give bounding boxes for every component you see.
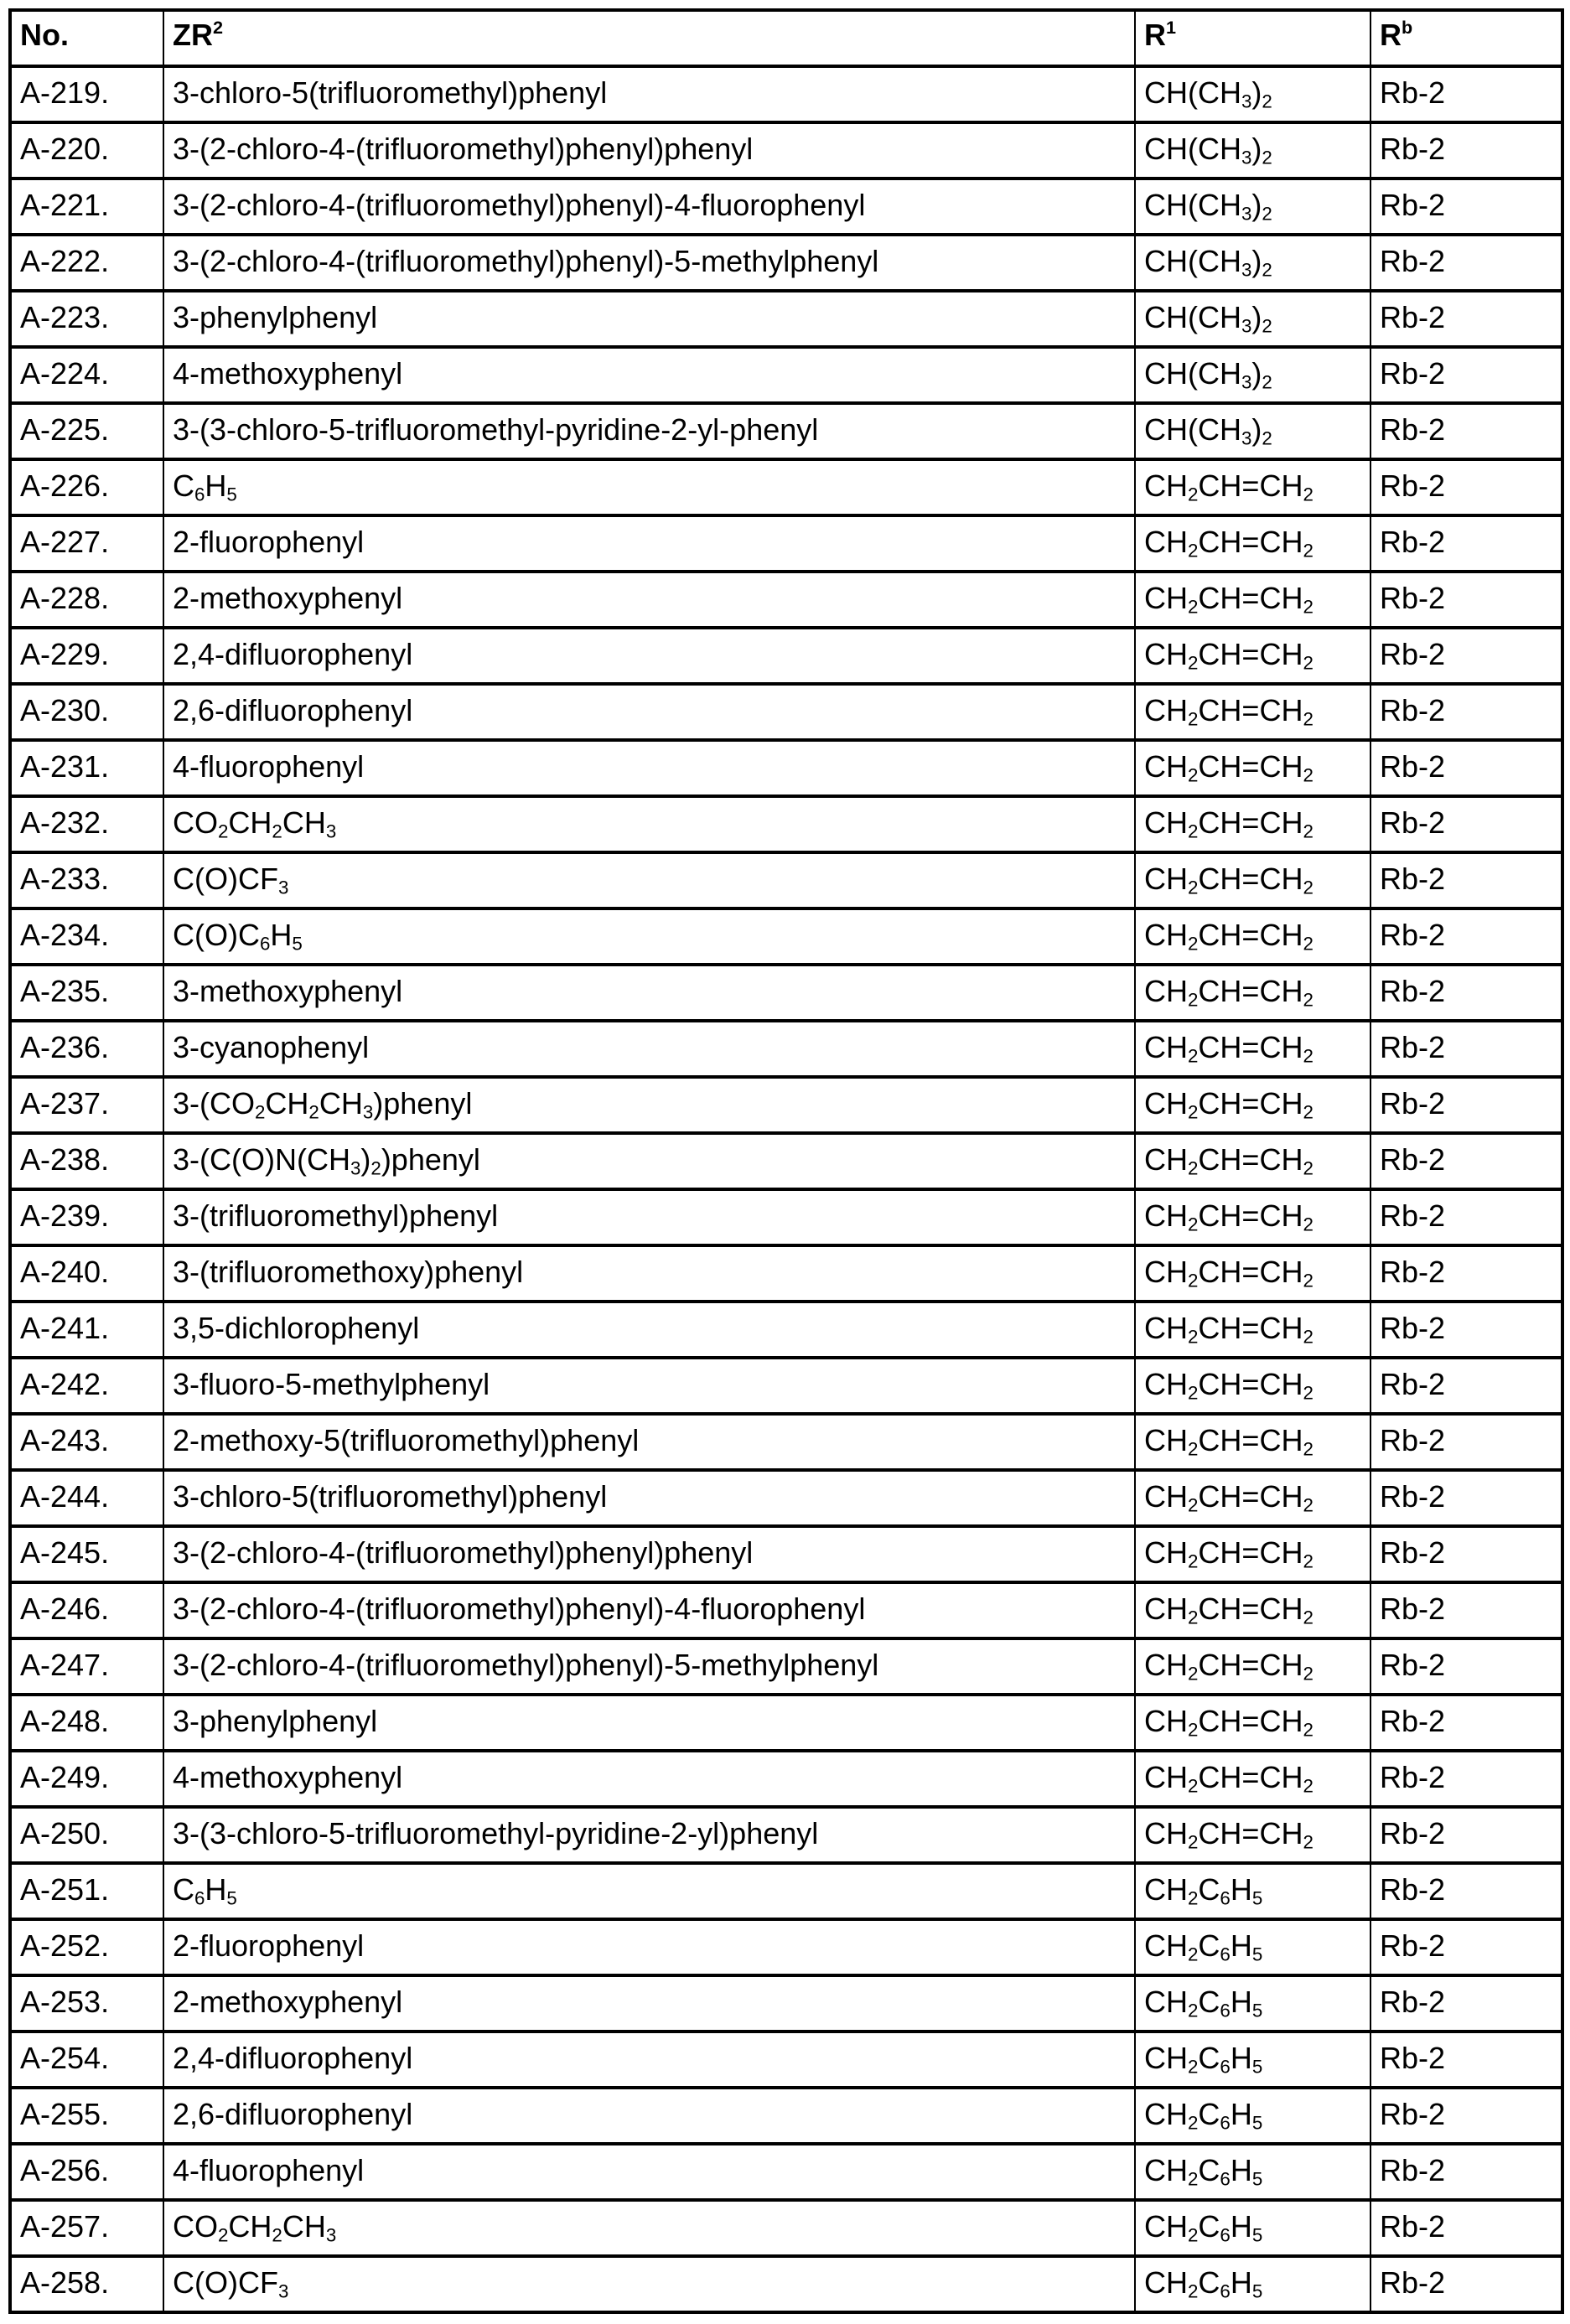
- zr2-substituent: 3-(2-chloro-4-(trifluoromethyl)phenyl)phenyl: [163, 1526, 1135, 1582]
- zr2-substituent: $C(O)CF_3$: [163, 852, 1135, 908]
- rb-value: Rb-2: [1371, 291, 1562, 347]
- table-row: [10, 1302, 1562, 1358]
- table-row: [10, 684, 1562, 740]
- compound-number: A-253.: [10, 1975, 163, 2032]
- r1-substituent: $CH_2CH=CH_2$: [1135, 459, 1371, 515]
- r1-substituent: $CH_2CH=CH_2$: [1135, 1245, 1371, 1302]
- table-row: [10, 1751, 1562, 1807]
- table-row: [10, 1695, 1562, 1751]
- rb-value: Rb-2: [1371, 1133, 1562, 1189]
- table-row: [10, 1189, 1562, 1245]
- table-row: [10, 66, 1562, 122]
- zr2-substituent: $CO_2CH_2CH_3$: [163, 2200, 1135, 2256]
- compound-number: A-255.: [10, 2088, 163, 2144]
- compound-number: A-239.: [10, 1189, 163, 1245]
- header-rb: [1371, 10, 1562, 66]
- r1-substituent: $CH_2CH=CH_2$: [1135, 1582, 1371, 1638]
- zr2-substituent: 3-chloro-5(trifluoromethyl)phenyl: [163, 66, 1135, 122]
- compound-number: A-256.: [10, 2144, 163, 2200]
- zr2-substituent: 3-(3-chloro-5-trifluoromethyl-pyridine-2-yl)phenyl: [163, 1807, 1135, 1863]
- rb-value: Rb-2: [1371, 515, 1562, 572]
- compound-number: A-237.: [10, 1077, 163, 1133]
- r1-substituent: $CH(CH_3)_2$: [1135, 179, 1371, 235]
- table-row: [10, 1807, 1562, 1863]
- table-row: [10, 291, 1562, 347]
- compound-number: A-250.: [10, 1807, 163, 1863]
- zr2-substituent: 2,4-difluorophenyl: [163, 628, 1135, 684]
- table-row: [10, 1077, 1562, 1133]
- rb-value: Rb-2: [1371, 740, 1562, 796]
- table-row: [10, 740, 1562, 796]
- rb-value: Rb-2: [1371, 1245, 1562, 1302]
- r1-substituent: $CH_2CH=CH_2$: [1135, 628, 1371, 684]
- table-row: [10, 2200, 1562, 2256]
- rb-value: Rb-2: [1371, 2032, 1562, 2088]
- compound-number: A-238.: [10, 1133, 163, 1189]
- compound-number: A-243.: [10, 1414, 163, 1470]
- compound-number: A-231.: [10, 740, 163, 796]
- rb-value: Rb-2: [1371, 1189, 1562, 1245]
- r1-substituent: $CH_2C_6H_5$: [1135, 1863, 1371, 1919]
- compound-number: A-226.: [10, 459, 163, 515]
- rb-value: Rb-2: [1371, 1470, 1562, 1526]
- rb-value: Rb-2: [1371, 908, 1562, 965]
- compound-number: A-222.: [10, 235, 163, 291]
- r1-substituent: $CH_2CH=CH_2$: [1135, 515, 1371, 572]
- zr2-substituent: 3-phenylphenyl: [163, 291, 1135, 347]
- r1-substituent: $CH_2CH=CH_2$: [1135, 1751, 1371, 1807]
- rb-value: Rb-2: [1371, 179, 1562, 235]
- r1-substituent: $CH(CH_3)_2$: [1135, 291, 1371, 347]
- header-zr2-sup: 2: [213, 16, 224, 38]
- compound-number: A-228.: [10, 572, 163, 628]
- r1-substituent: $CH_2CH=CH_2$: [1135, 1414, 1371, 1470]
- table-row: [10, 1638, 1562, 1695]
- compound-number: A-240.: [10, 1245, 163, 1302]
- compound-number: A-233.: [10, 852, 163, 908]
- zr2-substituent: 2-methoxyphenyl: [163, 1975, 1135, 2032]
- zr2-substituent: $C(O)C_6H_5$: [163, 908, 1135, 965]
- table-row: [10, 1245, 1562, 1302]
- rb-value: Rb-2: [1371, 235, 1562, 291]
- r1-substituent: $CH_2CH=CH_2$: [1135, 1302, 1371, 1358]
- r1-substituent: $CH_2C_6H_5$: [1135, 2088, 1371, 2144]
- header-r1: [1135, 10, 1371, 66]
- zr2-substituent: 3-(trifluoromethoxy)phenyl: [163, 1245, 1135, 1302]
- rb-value: Rb-2: [1371, 2088, 1562, 2144]
- rb-value: Rb-2: [1371, 1695, 1562, 1751]
- zr2-substituent: $C_6H_5$: [163, 1863, 1135, 1919]
- zr2-substituent: 2-methoxy-5(trifluoromethyl)phenyl: [163, 1414, 1135, 1470]
- table-row: [10, 965, 1562, 1021]
- r1-substituent: $CH_2CH=CH_2$: [1135, 1470, 1371, 1526]
- r1-substituent: $CH_2CH=CH_2$: [1135, 796, 1371, 852]
- rb-value: Rb-2: [1371, 572, 1562, 628]
- table-row: [10, 1470, 1562, 1526]
- zr2-substituent: 3-(2-chloro-4-(trifluoromethyl)phenyl)-5-methylphenyl: [163, 1638, 1135, 1695]
- zr2-substituent: 3-(3-chloro-5-trifluoromethyl-pyridine-2-yl-phenyl: [163, 403, 1135, 459]
- r1-substituent: $CH_2CH=CH_2$: [1135, 908, 1371, 965]
- table-row: [10, 1414, 1562, 1470]
- compound-number: A-234.: [10, 908, 163, 965]
- rb-value: Rb-2: [1371, 852, 1562, 908]
- r1-substituent: $CH_2C_6H_5$: [1135, 2256, 1371, 2312]
- compound-number: A-230.: [10, 684, 163, 740]
- header-no-label: No.: [20, 18, 69, 52]
- compound-number: A-229.: [10, 628, 163, 684]
- table-row: [10, 2256, 1562, 2312]
- zr2-substituent: 3-cyanophenyl: [163, 1021, 1135, 1077]
- r1-substituent: $CH_2CH=CH_2$: [1135, 1189, 1371, 1245]
- table-row: [10, 347, 1562, 403]
- table-row: [10, 122, 1562, 179]
- zr2-substituent: 4-fluorophenyl: [163, 740, 1135, 796]
- table-row: [10, 852, 1562, 908]
- r1-substituent: $CH_2CH=CH_2$: [1135, 572, 1371, 628]
- header-zr2-label: ZR: [173, 18, 213, 52]
- r1-substituent: $CH_2CH=CH_2$: [1135, 1526, 1371, 1582]
- r1-substituent: $CH_2CH=CH_2$: [1135, 1695, 1371, 1751]
- table-row: [10, 179, 1562, 235]
- rb-value: Rb-2: [1371, 403, 1562, 459]
- r1-substituent: $CH(CH_3)_2$: [1135, 122, 1371, 179]
- compound-number: A-220.: [10, 122, 163, 179]
- r1-substituent: $CH_2C_6H_5$: [1135, 2200, 1371, 2256]
- rb-value: Rb-2: [1371, 1638, 1562, 1695]
- zr2-substituent: 2,6-difluorophenyl: [163, 684, 1135, 740]
- compound-number: A-219.: [10, 66, 163, 122]
- zr2-substituent: 2-fluorophenyl: [163, 1919, 1135, 1975]
- rb-value: Rb-2: [1371, 1582, 1562, 1638]
- zr2-substituent: 2-fluorophenyl: [163, 515, 1135, 572]
- compound-number: A-235.: [10, 965, 163, 1021]
- compound-number: A-227.: [10, 515, 163, 572]
- header-rb-sup: b: [1402, 16, 1413, 38]
- compound-number: A-241.: [10, 1302, 163, 1358]
- compound-number: A-248.: [10, 1695, 163, 1751]
- rb-value: Rb-2: [1371, 965, 1562, 1021]
- zr2-substituent: 3-(2-chloro-4-(trifluoromethyl)phenyl)phenyl: [163, 122, 1135, 179]
- table-row: [10, 1526, 1562, 1582]
- compound-number: A-251.: [10, 1863, 163, 1919]
- zr2-substituent: $3-(CO_2CH_2CH_3)phenyl$: [163, 1077, 1135, 1133]
- r1-substituent: $CH_2CH=CH_2$: [1135, 965, 1371, 1021]
- header-no: [10, 10, 163, 66]
- compound-number: A-245.: [10, 1526, 163, 1582]
- table-row: [10, 1133, 1562, 1189]
- rb-value: Rb-2: [1371, 1751, 1562, 1807]
- rb-value: Rb-2: [1371, 459, 1562, 515]
- r1-substituent: $CH_2C_6H_5$: [1135, 2032, 1371, 2088]
- r1-substituent: $CH_2CH=CH_2$: [1135, 1358, 1371, 1414]
- zr2-substituent: 2,6-difluorophenyl: [163, 2088, 1135, 2144]
- compound-number: A-254.: [10, 2032, 163, 2088]
- r1-substituent: $CH_2CH=CH_2$: [1135, 1638, 1371, 1695]
- r1-substituent: $CH_2CH=CH_2$: [1135, 740, 1371, 796]
- table-row: [10, 908, 1562, 965]
- table-row: [10, 1358, 1562, 1414]
- r1-substituent: $CH(CH_3)_2$: [1135, 235, 1371, 291]
- rb-value: Rb-2: [1371, 1526, 1562, 1582]
- rb-value: Rb-2: [1371, 1919, 1562, 1975]
- r1-substituent: $CH_2CH=CH_2$: [1135, 1807, 1371, 1863]
- compound-number: A-225.: [10, 403, 163, 459]
- table-row: [10, 403, 1562, 459]
- table-row: [10, 515, 1562, 572]
- rb-value: Rb-2: [1371, 1807, 1562, 1863]
- compound-number: A-252.: [10, 1919, 163, 1975]
- r1-substituent: $CH_2CH=CH_2$: [1135, 1133, 1371, 1189]
- r1-substituent: $CH_2C_6H_5$: [1135, 2144, 1371, 2200]
- compound-number: A-244.: [10, 1470, 163, 1526]
- table-body: [10, 66, 1562, 2312]
- table-row: [10, 1975, 1562, 2032]
- r1-substituent: $CH(CH_3)_2$: [1135, 403, 1371, 459]
- header-r1-label: R: [1144, 18, 1166, 52]
- rb-value: Rb-2: [1371, 1863, 1562, 1919]
- rb-value: Rb-2: [1371, 628, 1562, 684]
- rb-value: Rb-2: [1371, 347, 1562, 403]
- compound-number: A-236.: [10, 1021, 163, 1077]
- zr2-substituent: 3-(trifluoromethyl)phenyl: [163, 1189, 1135, 1245]
- zr2-substituent: 4-methoxyphenyl: [163, 1751, 1135, 1807]
- rb-value: Rb-2: [1371, 1077, 1562, 1133]
- rb-value: Rb-2: [1371, 66, 1562, 122]
- compound-number: A-257.: [10, 2200, 163, 2256]
- rb-value: Rb-2: [1371, 122, 1562, 179]
- rb-value: Rb-2: [1371, 2144, 1562, 2200]
- table-row: [10, 2088, 1562, 2144]
- zr2-substituent: 4-fluorophenyl: [163, 2144, 1135, 2200]
- table-row: [10, 1919, 1562, 1975]
- zr2-substituent: 3-(2-chloro-4-(trifluoromethyl)phenyl)-4-fluorophenyl: [163, 179, 1135, 235]
- r1-substituent: $CH_2CH=CH_2$: [1135, 1021, 1371, 1077]
- compound-number: A-232.: [10, 796, 163, 852]
- header-rb-label: R: [1380, 18, 1402, 52]
- zr2-substituent: $3-(C(O)N(CH_3)_2)phenyl$: [163, 1133, 1135, 1189]
- zr2-substituent: 3-fluoro-5-methylphenyl: [163, 1358, 1135, 1414]
- table-row: [10, 1021, 1562, 1077]
- zr2-substituent: 2,4-difluorophenyl: [163, 2032, 1135, 2088]
- compound-table: [8, 8, 1564, 2314]
- zr2-substituent: 3,5-dichlorophenyl: [163, 1302, 1135, 1358]
- r1-substituent: $CH_2C_6H_5$: [1135, 1975, 1371, 2032]
- rb-value: Rb-2: [1371, 1414, 1562, 1470]
- compound-number: A-258.: [10, 2256, 163, 2312]
- rb-value: Rb-2: [1371, 1021, 1562, 1077]
- header-row: [10, 10, 1562, 66]
- table-row: [10, 2144, 1562, 2200]
- compound-number: A-249.: [10, 1751, 163, 1807]
- r1-substituent: $CH(CH_3)_2$: [1135, 347, 1371, 403]
- rb-value: Rb-2: [1371, 2256, 1562, 2312]
- zr2-substituent: 4-methoxyphenyl: [163, 347, 1135, 403]
- zr2-substituent: 3-phenylphenyl: [163, 1695, 1135, 1751]
- header-r1-sup: 1: [1166, 16, 1177, 38]
- table-row: [10, 796, 1562, 852]
- zr2-substituent: 3-methoxyphenyl: [163, 965, 1135, 1021]
- compound-number: A-224.: [10, 347, 163, 403]
- rb-value: Rb-2: [1371, 1302, 1562, 1358]
- compound-number: A-247.: [10, 1638, 163, 1695]
- r1-substituent: $CH(CH_3)_2$: [1135, 66, 1371, 122]
- table-row: [10, 1863, 1562, 1919]
- header-zr2: [163, 10, 1135, 66]
- rb-value: Rb-2: [1371, 796, 1562, 852]
- zr2-substituent: $C(O)CF_3$: [163, 2256, 1135, 2312]
- rb-value: Rb-2: [1371, 684, 1562, 740]
- zr2-substituent: 3-chloro-5(trifluoromethyl)phenyl: [163, 1470, 1135, 1526]
- table-row: [10, 459, 1562, 515]
- zr2-substituent: 3-(2-chloro-4-(trifluoromethyl)phenyl)-5-methylphenyl: [163, 235, 1135, 291]
- table-row: [10, 1582, 1562, 1638]
- compound-number: A-246.: [10, 1582, 163, 1638]
- r1-substituent: $CH_2CH=CH_2$: [1135, 684, 1371, 740]
- table-row: [10, 628, 1562, 684]
- zr2-substituent: $C_6H_5$: [163, 459, 1135, 515]
- compound-number: A-223.: [10, 291, 163, 347]
- compound-number: A-221.: [10, 179, 163, 235]
- zr2-substituent: 3-(2-chloro-4-(trifluoromethyl)phenyl)-4-fluorophenyl: [163, 1582, 1135, 1638]
- r1-substituent: $CH_2CH=CH_2$: [1135, 852, 1371, 908]
- rb-value: Rb-2: [1371, 2200, 1562, 2256]
- table-row: [10, 235, 1562, 291]
- r1-substituent: $CH_2CH=CH_2$: [1135, 1077, 1371, 1133]
- zr2-substituent: $CO_2CH_2CH_3$: [163, 796, 1135, 852]
- r1-substituent: $CH_2C_6H_5$: [1135, 1919, 1371, 1975]
- rb-value: Rb-2: [1371, 1358, 1562, 1414]
- compound-number: A-242.: [10, 1358, 163, 1414]
- zr2-substituent: 2-methoxyphenyl: [163, 572, 1135, 628]
- table-row: [10, 572, 1562, 628]
- table-row: [10, 2032, 1562, 2088]
- rb-value: Rb-2: [1371, 1975, 1562, 2032]
